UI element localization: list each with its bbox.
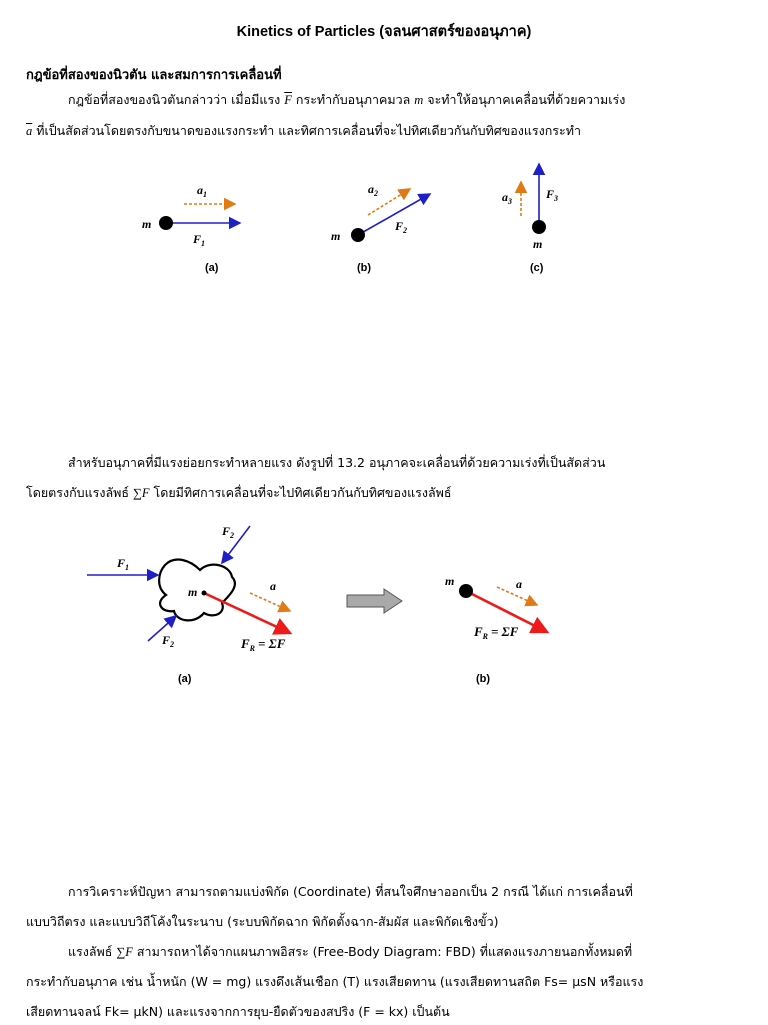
fig1a-mass-label: m [142, 217, 152, 231]
fig1b-particle [351, 228, 365, 242]
fig1c-accel-label: $a_3$ [502, 190, 512, 206]
p3-line5: เสียดทานจลน์ Fk= μkN) และแรงจากการยุบ-ยืดตัวของสปริง (F = kx) เป็นต้น [26, 1004, 450, 1019]
fig2b-mass-label: m [445, 574, 455, 588]
fig1b-mass-label: m [331, 229, 341, 243]
fig1a-accel-label: $a_1$ [197, 183, 207, 199]
p3-line3 [68, 938, 632, 966]
p1-force-symbol: $\overline{F}$ [284, 93, 292, 107]
transition-arrow [347, 589, 402, 613]
fig2b-diagram [445, 574, 547, 685]
p1-text-d: ที่เป็นสัดส่วนโดยตรงกับขนาดของแรงกระทำ และทิศการเคลื่อนที่จะไปทิศเดียวกันกับทิศของแรงกระทำ [36, 123, 581, 138]
fig2b-caption: (b) [476, 673, 491, 685]
fig2b-resultant-label: $F_R = \Sigma F$ [474, 624, 519, 641]
figure-2 [0, 515, 768, 690]
fig1c-diagram [502, 164, 558, 274]
p3-line4: กระทำกับอนุภาค เช่น น้ำหนัก (W = mg) แรงดึงเส้นเชือก (T) แรงเสียดทาน (แรงเสียดทานสถิต Fs= μsN หรือแรง [26, 974, 644, 989]
fig2a-diagram [87, 524, 290, 685]
p1-accel-symbol: $\overline{a}$ [26, 124, 33, 138]
p3-text-b: สามารถหาได้จากแผนภาพอิสระ (Free-Body Diagram: FBD) ที่แสดงแรงภายนอกทั้งหมดที่ [136, 944, 633, 959]
fig2a-caption: (a) [178, 673, 192, 685]
p2-line1: สำหรับอนุภาคที่มีแรงย่อยกระทำหลายแรง ดังรูปที่ 13.2 อนุภาคจะเคลื่อนที่ด้วยความเร่งที่เป็นสัดส่วน [68, 455, 606, 470]
p1-line2 [26, 117, 581, 145]
p2-line2 [26, 479, 452, 507]
fig1c-force-label: $F_3$ [546, 187, 559, 203]
fig2a-resultant-label: $F_R = \Sigma F$ [241, 636, 286, 653]
fig1c-particle [532, 220, 546, 234]
p3-line1: การวิเคราะห์ปัญหา สามารถตามแบ่งพิกัด (Coordinate) ที่สนใจศึกษาออกเป็น 2 กรณี ได้แก่ การเคลื่อนที่ [68, 884, 633, 899]
fig2a-accel-label: a [270, 579, 276, 593]
p2-text-a: โดยตรงกับแรงลัพธ์ [26, 485, 129, 500]
p2-sum-symbol: ∑F [132, 486, 150, 500]
fig2a-accel-arrow [250, 593, 290, 611]
fig2a-particle [202, 591, 207, 596]
p1-line1 [68, 86, 625, 114]
fig1c-mass-label: m [533, 237, 543, 251]
p3-line2: แบบวิถีตรง และแบบวิถีโค้งในระนาบ (ระบบพิกัดฉาก พิกัดตั้งฉาก-สัมผัส และพิกัดเชิงขั้ว) [26, 914, 499, 929]
p3-text-a: แรงลัพธ์ [68, 944, 113, 959]
section-heading: กฎข้อที่สองของนิวตัน และสมการการเคลื่อนที่ [26, 68, 282, 83]
p1-text-b: กระทำกับอนุภาคมวล [295, 92, 411, 107]
fig1b-force-label: $F_2$ [395, 219, 408, 235]
fig1a-diagram [142, 183, 240, 274]
fig2a-force1-label: $F_1$ [117, 556, 130, 572]
fig1b-diagram [331, 182, 430, 274]
page-title: Kinetics of Particles (จลนศาสตร์ของอนุภาค) [236, 24, 532, 40]
fig2b-particle [459, 584, 473, 598]
fig1c-caption: (c) [530, 262, 544, 274]
figure-1 [0, 160, 768, 285]
fig1a-particle [159, 216, 173, 230]
fig1b-caption: (b) [357, 262, 372, 274]
p3-sum-symbol: ∑F [116, 945, 133, 959]
fig2a-force2-top-label: $F_2$ [222, 524, 235, 540]
fig2a-mass-label: m [188, 585, 198, 599]
fig1a-caption: (a) [205, 262, 219, 274]
p1-mass-symbol: m [414, 93, 424, 107]
fig2a-force2-bottom-label: $F_2$ [162, 633, 175, 649]
p2-text-b: โดยมีทิศการเคลื่อนที่จะไปทิศเดียวกันกับทิศของแรงลัพธ์ [153, 485, 452, 500]
p1-text-c: จะทำให้อนุภาคเคลื่อนที่ด้วยความเร่ง [427, 92, 626, 107]
p1-text-a: กฎข้อที่สองของนิวตันกล่าวว่า เมื่อมีแรง [68, 92, 281, 107]
fig2b-accel-label: a [516, 577, 522, 591]
fig1b-accel-label: $a_2$ [368, 182, 378, 198]
fig1a-force-label: $F_1$ [193, 232, 206, 248]
